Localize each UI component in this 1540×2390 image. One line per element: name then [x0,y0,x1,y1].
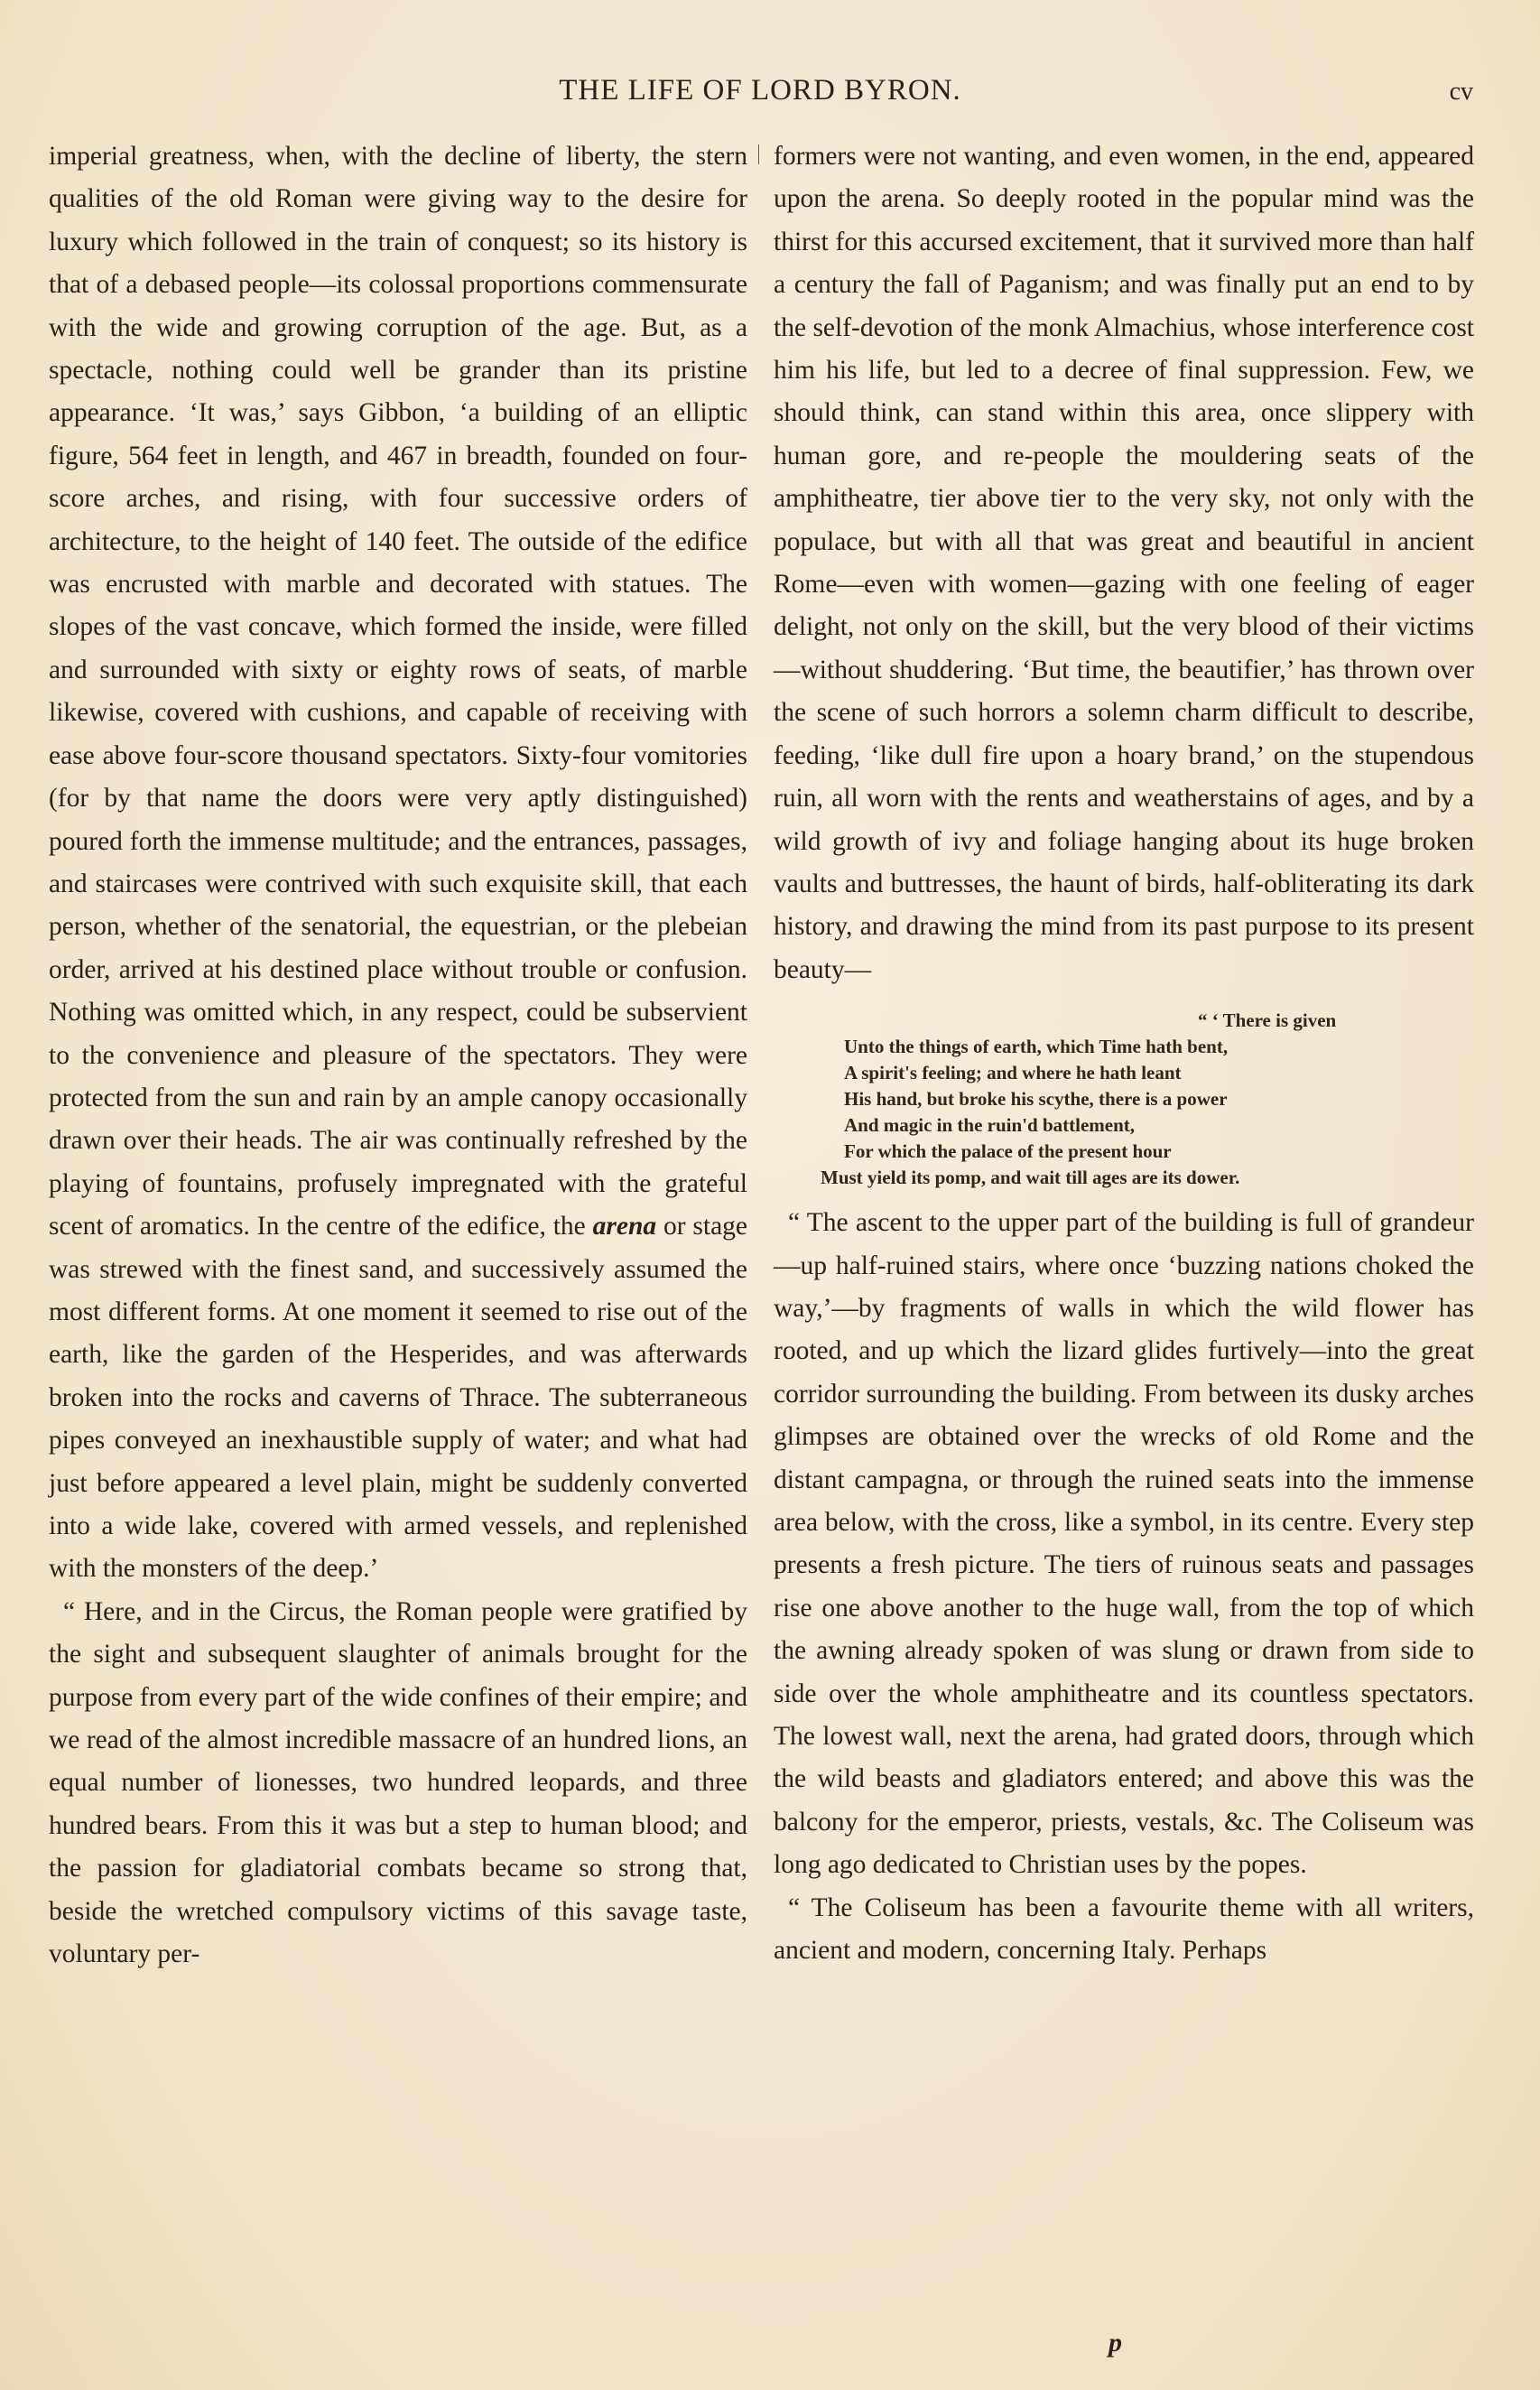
emphasized-word: arena [592,1212,657,1241]
page-title: THE LIFE OF LORD BYRON. [559,74,961,107]
paragraph [49,135,747,1591]
verse-line: “ ‘ There is given [1198,1009,1337,1032]
running-head [47,74,1473,119]
verse-line: And magic in the ruin'd battlement, [844,1114,1136,1137]
left-column [49,135,747,1976]
signature-mark: p [1109,2328,1122,2357]
paragraph-text: imperial greatness, when, with the decline of liberty, the stern qualities of the old Roman were giving way to the desire for luxury which followed in the train of conquest; so its history is that of a debased people—its colossal proportions commensurate with the wide and growing corruption of the age. But, as a spectacle, nothing could well be grander than its pristine appearance. ‘It was,’ says Gibbon, ‘a building of an elliptic figure, 564 feet in length, and 467 in breadth, founded on four-score arches, and rising, with four successive orders of architecture, to the height of 140 feet. The outside of the edifice was encrusted with marble and decorated with statues. The slopes of the vast concave, which formed the inside, were filled and surrounded with sixty or eighty rows of seats, of marble likewise, covered with cushions, and capable of receiving with ease above four-score thousand spectators. Sixty-four vomitories (for by that name the doors were very aptly distinguished) poured forth the immense multitude; and the entrances, passages, and staircases were contrived with such exquisite skill, that each person, whether of the senatorial, the equestrian, or the plebeian order, arrived at his destined place without trouble or confusion. Nothing was omitted which, in any respect, could be subservient to the convenience and pleasure of the spectators. They were protected from the sun and rain by an ample canopy occasionally drawn over their heads. The air was continually refreshed by the playing of fountains, profusely impregnated with the grateful scent of aromatics. In the centre of the edifice, the [49,142,747,1241]
right-column [774,135,1474,1972]
paragraph: formers were not wanting, and even women, in the end, appeared upon the arena. So deeply rooted in the popular mind was the thirst for this accursed excitement, that it survived more than half a century the fall of Paganism; and was finally put an end to by the self-devotion of the monk Almachius, whose interference cost him his life, but led to a decree of final suppression. Few, we should think, can stand within this area, once slippery with human gore, and re-people the mouldering seats of the amphitheatre, tier above tier to the very sky, not only with the populace, but with all that was great and beautiful in ancient Rome—even with women—gazing with one feeling of eager delight, not only on the skill, but the very blood of their victims—without shuddering. ‘But time, the beautifier,’ has thrown over the scene of such horrors a solemn charm difficult to describe, feeding, ‘like dull fire upon a hoary brand,’ on the stupendous ruin, all worn with the rents and weatherstains of ages, and by a wild growth of ivy and foliage hanging about its huge broken vaults and buttresses, the haunt of birds, half-obliterating its dark history, and drawing the mind from its past purpose to its present beauty— [774,142,1474,984]
paragraph-text: or stage was strewed with the finest sand, and successively assumed the most different forms. At one moment it seemed to rise out of the earth, like the garden of the Hesperides, and was afterwards broken into the rocks and caverns of Thrace. The subterraneous pipes conveyed an inexhaustible supply of water; and what had just before appeared a level plain, might be suddenly converted into a wide lake, covered with armed vessels, and replenished with the monsters of the deep.’ [49,1212,748,1584]
verse-line: Unto the things of earth, which Time hath bent, [844,1036,1229,1058]
paragraph: “ The Coliseum has been a favourite theme with all writers, ancient and modern, concerning Italy. Perhaps [774,1892,1474,1966]
verse-quotation [774,1008,1474,1191]
verse-line: A spirit's feeling; and where he hath leant [844,1062,1182,1084]
verse-line: His hand, but broke his scythe, there is a power [844,1088,1228,1111]
paragraph: “ The ascent to the upper part of the building is full of grandeur—up half-ruined stairs, where once ‘buzzing nations choked the way,’—by fragments of walls in which the wild flower has rooted, and up which the lizard glides furtively—into the great corridor surrounding the building. From between its dusky arches glimpses are obtained over the wrecks of old Rome and the distant campagna, or through the ruined seats into the immense area below, with the cross, like a symbol, in its centre. Every step presents a fresh picture. The tiers of ruinous seats and passages rise one above another to the huge wall, from the top of which the awning already spoken of was slung or drawn from side to side over the whole amphitheatre and its countless spectators. The lowest wall, next the arena, had grated doors, through which the wild beasts and gladiators entered; and above this was the balcony for the emperor, priests, vestals, &c. The Coliseum was long ago dedicated to Christian uses by the popes. [774,1208,1474,1880]
column-divider [758,144,759,164]
verse-line: Must yield its pomp, and wait till ages are its dower. [821,1167,1240,1189]
page-number: cv [1449,78,1473,106]
paragraph: “ Here, and in the Circus, the Roman people were gratified by the sight and subsequent slaughter of animals brought for the purpose from every part of the wide confines of their empire; and we read of the almost incredible massacre of an hundred lions, an equal number of lionesses, two hundred leopards, and three hundred bears. From this it was but a step to human blood; and the passion for gladiatorial combats became so strong that, beside the wretched compulsory victims of this savage taste, voluntary per- [49,1596,747,1969]
verse-line: For which the palace of the present hour [844,1140,1172,1163]
